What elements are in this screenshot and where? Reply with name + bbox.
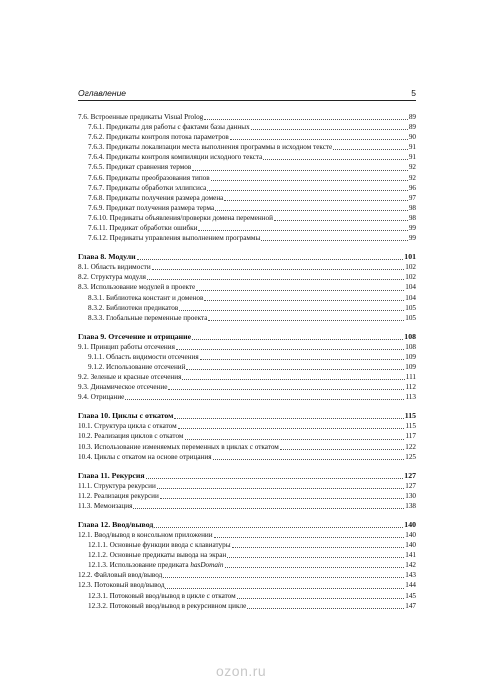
toc-leader-dots bbox=[208, 313, 404, 321]
toc-entry-title: 12.1.2. Основные предикаты вывода на экран bbox=[88, 551, 227, 560]
toc-entry-page: 140 bbox=[405, 531, 416, 539]
toc-entry-title: Глава 12. Ввод/вывод bbox=[78, 520, 154, 529]
toc-entry-title: 7.6.5. Предикат сравнения термов bbox=[88, 163, 192, 172]
toc-leader-dots bbox=[207, 183, 408, 191]
toc-leader-dots bbox=[230, 132, 408, 140]
toc-entry-page: 138 bbox=[405, 501, 416, 510]
toc-entry bbox=[78, 382, 416, 392]
toc-entry-page: 109 bbox=[405, 362, 416, 371]
toc-entry bbox=[78, 352, 416, 362]
toc-entry-page: 108 bbox=[404, 331, 416, 341]
toc-leader-dots bbox=[163, 570, 404, 578]
toc-entry-page: 115 bbox=[404, 411, 416, 421]
toc-entry-title: 8.2. Структура модуля bbox=[78, 273, 146, 282]
toc-chapter-entry bbox=[78, 470, 416, 481]
toc-leader-dots bbox=[182, 372, 404, 380]
toc-entry-title: Глава 11. Рекурсия bbox=[78, 470, 145, 480]
table-of-contents bbox=[78, 112, 416, 611]
toc-entry-title: 10.4. Циклы с откатом на основе отрицания bbox=[78, 452, 212, 461]
toc-entry-page: 115 bbox=[405, 422, 416, 431]
toc-entry-title: 7.6.1. Предикаты для работы с фактами базы данных bbox=[88, 123, 250, 132]
toc-entry-page: 140 bbox=[405, 541, 416, 550]
toc-leader-dots bbox=[247, 601, 404, 609]
toc-entry-page: 98 bbox=[408, 213, 416, 222]
toc-chapter-entry bbox=[78, 519, 416, 530]
toc-entry-title: 7.6.11. Предикат обработки ошибки bbox=[88, 224, 198, 233]
toc-leader-dots bbox=[251, 122, 408, 130]
toc-entry-title: 11.3. Мемоизация bbox=[78, 501, 133, 510]
toc-entry bbox=[78, 282, 416, 292]
toc-entry-title: 12.1. Ввод/вывод в консольном приложении bbox=[78, 531, 213, 539]
toc-entry bbox=[78, 580, 416, 590]
toc-entry-page: 102 bbox=[405, 263, 416, 272]
toc-entry-title: 7.6. Встроенные предикаты Visual Prolog bbox=[78, 113, 204, 121]
toc-entry bbox=[78, 152, 416, 162]
toc-entry-title: 8.3.2. Библиотеки предикатов bbox=[88, 303, 179, 312]
toc-chapter-entry bbox=[78, 251, 416, 262]
toc-entry-title: 7.6.2. Предикаты контроля потока параметров bbox=[88, 133, 229, 142]
toc-entry-page: 97 bbox=[408, 193, 416, 202]
toc-entry bbox=[78, 530, 416, 540]
toc-entry-title: Глава 10. Циклы с откатом bbox=[78, 411, 174, 421]
toc-leader-dots bbox=[146, 471, 404, 479]
toc-entry-title: 12.1.1. Основные функции ввода с клавиатуры bbox=[88, 541, 231, 550]
toc-leader-dots bbox=[232, 540, 405, 548]
toc-entry-page: 99 bbox=[408, 234, 416, 243]
toc-entry-title: 9.4. Отрицание bbox=[78, 393, 125, 402]
toc-entry-title: 10.2. Реализация циклов с откатом bbox=[78, 432, 184, 441]
toc-entry-title: 7.6.4. Предикаты контроля компиляции исходного текста bbox=[88, 153, 263, 162]
toc-leader-dots bbox=[225, 560, 405, 568]
toc-entry bbox=[78, 272, 416, 282]
toc-entry-page: 127 bbox=[404, 470, 416, 480]
toc-entry-page: 102 bbox=[405, 273, 416, 282]
toc-entry-title: 12.2. Файловый ввод/вывод bbox=[78, 571, 163, 580]
toc-entry-page: 105 bbox=[405, 303, 416, 312]
toc-chapter-entry bbox=[78, 331, 416, 342]
toc-entry-page: 104 bbox=[405, 293, 416, 302]
toc-entry-page: 112 bbox=[405, 383, 416, 392]
toc-entry bbox=[78, 442, 416, 452]
toc-entry bbox=[78, 132, 416, 142]
toc-entry bbox=[78, 452, 416, 462]
toc-leader-dots bbox=[333, 142, 408, 150]
toc-entry-page: 89 bbox=[408, 123, 416, 132]
toc-entry-page: 141 bbox=[405, 551, 416, 560]
toc-entry bbox=[78, 262, 416, 272]
toc-entry-page: 99 bbox=[408, 224, 416, 233]
toc-entry-page: 111 bbox=[405, 373, 416, 382]
toc-entry-page: 104 bbox=[405, 283, 416, 292]
toc-leader-dots bbox=[186, 362, 404, 370]
toc-leader-dots bbox=[174, 411, 403, 419]
toc-entry-title: 9.1.2. Использование отсечений bbox=[88, 362, 186, 371]
toc-entry bbox=[78, 142, 416, 152]
toc-entry-page: 113 bbox=[405, 393, 416, 402]
toc-leader-dots bbox=[178, 421, 405, 429]
toc-entry-page: 125 bbox=[405, 452, 416, 461]
toc-entry bbox=[78, 540, 416, 550]
toc-entry bbox=[78, 421, 416, 431]
toc-entry-title: 9.1.1. Область видимости отсечения bbox=[88, 352, 199, 361]
toc-entry bbox=[78, 501, 416, 511]
toc-entry-title: 9.2. Зеленые и красные отсечения bbox=[78, 373, 182, 382]
toc-entry-title: 7.6.3. Предикаты локализации места выполнения программы в исходном тексте bbox=[88, 143, 333, 152]
toc-entry-title: 8.1. Область видимости bbox=[78, 263, 151, 272]
toc-entry-page: 105 bbox=[405, 313, 416, 322]
toc-entry-page: 147 bbox=[405, 601, 416, 610]
toc-entry bbox=[78, 173, 416, 183]
toc-entry-page: 108 bbox=[405, 342, 416, 351]
toc-entry-page: 91 bbox=[408, 143, 416, 152]
toc-leader-dots bbox=[215, 203, 408, 211]
toc-entry-title: 8.3. Использование модулей в проекте bbox=[78, 283, 196, 292]
toc-entry bbox=[78, 481, 416, 491]
toc-entry-page: 144 bbox=[405, 581, 416, 590]
toc-entry-page: 109 bbox=[405, 352, 416, 361]
toc-leader-dots bbox=[200, 352, 405, 360]
toc-entry bbox=[78, 162, 416, 172]
toc-leader-dots bbox=[204, 112, 408, 120]
toc-entry bbox=[78, 491, 416, 501]
toc-leader-dots bbox=[176, 342, 404, 350]
toc-entry bbox=[78, 570, 416, 580]
toc-leader-dots bbox=[280, 442, 404, 450]
toc-entry-page: 90 bbox=[408, 133, 416, 142]
toc-entry bbox=[78, 550, 416, 560]
toc-leader-dots bbox=[198, 223, 407, 231]
toc-entry-page: 127 bbox=[405, 481, 416, 490]
toc-leader-dots bbox=[152, 262, 405, 270]
toc-entry-title: 12.3.2. Потоковый ввод/вывод в рекурсивном цикле bbox=[88, 601, 247, 610]
toc-leader-dots bbox=[192, 332, 403, 340]
toc-entry bbox=[78, 372, 416, 382]
toc-entry-title: 7.6.6. Предикаты преобразования типов bbox=[88, 173, 210, 182]
toc-entry bbox=[78, 293, 416, 303]
toc-entry-page: 142 bbox=[405, 561, 416, 570]
toc-entry-page: 98 bbox=[408, 203, 416, 212]
toc-entry bbox=[78, 223, 416, 233]
toc-entry-page: 117 bbox=[405, 432, 416, 441]
toc-entry bbox=[78, 560, 416, 570]
toc-entry bbox=[78, 213, 416, 223]
toc-entry-title: 7.6.7. Предикаты обработки эллипсиса bbox=[88, 183, 207, 192]
toc-leader-dots bbox=[179, 303, 404, 311]
toc-leader-dots bbox=[263, 152, 408, 160]
toc-entry bbox=[78, 203, 416, 213]
toc-leader-dots bbox=[165, 581, 404, 589]
toc-leader-dots bbox=[196, 283, 404, 291]
toc-entry-title: 11.2. Реализация рекурсии bbox=[78, 491, 159, 500]
toc-entry-page: 92 bbox=[408, 163, 416, 172]
toc-leader-dots bbox=[133, 501, 404, 509]
toc-entry-title: 12.3. Потоковый ввод/вывод bbox=[78, 581, 165, 590]
toc-entry-title: Глава 9. Отсечение и отрицание bbox=[78, 331, 192, 341]
toc-entry-title: 7.6.8. Предикаты получения размера домена bbox=[88, 193, 224, 202]
toc-entry-title: 7.6.12. Предикаты управления выполнением программы bbox=[88, 234, 261, 243]
page-number: 5 bbox=[411, 88, 416, 98]
toc-entry-title: 7.6.10. Предикаты объявления/проверки домена переменной bbox=[88, 213, 273, 222]
toc-leader-dots bbox=[125, 392, 404, 400]
toc-entry-title: 12.1.3. Использование предиката hasDomain bbox=[88, 561, 224, 570]
toc-leader-dots bbox=[192, 163, 408, 171]
toc-entry-title: 8.3.3. Глобальные переменные проекта bbox=[88, 313, 208, 322]
toc-entry-page: 91 bbox=[408, 153, 416, 162]
toc-entry-page: 130 bbox=[405, 491, 416, 500]
toc-entry bbox=[78, 122, 416, 132]
toc-entry bbox=[78, 591, 416, 601]
toc-entry-title: Глава 8. Модули bbox=[78, 252, 136, 262]
toc-entry-title: 8.3.1. Библиотека констант и доменов bbox=[88, 293, 204, 302]
toc-entry-page: 122 bbox=[405, 442, 416, 451]
toc-leader-dots bbox=[261, 233, 408, 241]
toc-entry-page: 96 bbox=[408, 183, 416, 192]
toc-leader-dots bbox=[154, 520, 403, 528]
toc-entry bbox=[78, 601, 416, 611]
toc-entry-title: 11.1. Структура рекурсии bbox=[78, 481, 156, 490]
toc-entry-page: 101 bbox=[404, 252, 416, 262]
toc-entry-title: 12.3.1. Потоковый ввод/вывод в цикле с откатом bbox=[88, 591, 236, 600]
toc-chapter-entry bbox=[78, 410, 416, 421]
toc-leader-dots bbox=[147, 272, 404, 280]
toc-leader-dots bbox=[213, 452, 405, 460]
header-title: Оглавление bbox=[78, 88, 127, 98]
toc-entry-title: 10.3. Использование изменяемых переменных в циклах с откатом bbox=[78, 442, 279, 451]
toc-leader-dots bbox=[168, 382, 404, 390]
toc-entry-title: 10.1. Структура цикла с откатом bbox=[78, 422, 177, 431]
toc-leader-dots bbox=[274, 213, 408, 221]
toc-entry bbox=[78, 303, 416, 313]
toc-entry-page: 92 bbox=[408, 173, 416, 182]
toc-entry-title: 7.6.9. Предикат получения размера терма bbox=[88, 203, 215, 212]
toc-leader-dots bbox=[160, 491, 404, 499]
toc-entry-title: 9.1. Принцип работы отсечения bbox=[78, 342, 175, 351]
toc-entry bbox=[78, 342, 416, 352]
toc-leader-dots bbox=[204, 293, 404, 301]
toc-leader-dots bbox=[224, 193, 407, 201]
toc-entry bbox=[78, 313, 416, 323]
toc-entry-page: 140 bbox=[404, 520, 416, 529]
toc-entry-page: 143 bbox=[405, 571, 416, 580]
toc-entry bbox=[78, 183, 416, 193]
toc-entry-page: 89 bbox=[408, 113, 416, 121]
running-header bbox=[78, 85, 416, 101]
toc-entry-page: 145 bbox=[405, 591, 416, 600]
toc-leader-dots bbox=[214, 530, 405, 538]
toc-leader-dots bbox=[237, 591, 405, 599]
toc-entry bbox=[78, 362, 416, 372]
toc-entry-title: 9.3. Динамическое отсечение bbox=[78, 383, 168, 392]
toc-leader-dots bbox=[211, 173, 408, 181]
toc-entry bbox=[78, 431, 416, 441]
toc-entry bbox=[78, 112, 416, 122]
toc-leader-dots bbox=[157, 481, 404, 489]
watermark: ozon.ru bbox=[216, 663, 267, 679]
toc-entry bbox=[78, 233, 416, 243]
toc-entry bbox=[78, 392, 416, 402]
toc-leader-dots bbox=[185, 432, 405, 440]
toc-leader-dots bbox=[227, 550, 404, 558]
toc-entry bbox=[78, 193, 416, 203]
toc-leader-dots bbox=[137, 252, 404, 260]
